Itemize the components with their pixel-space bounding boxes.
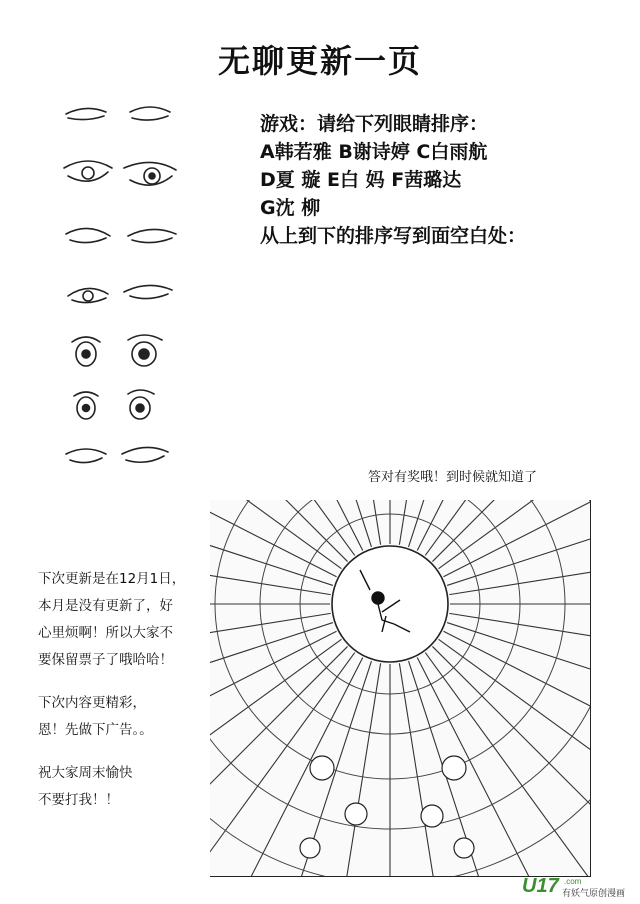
u17-logo [520,872,630,900]
game-line: 游戏：请给下列眼睛排序： [260,113,489,135]
eye-sketches [58,96,238,476]
eye-pair-7 [66,447,168,462]
note-line: 要保留票子了哦哈哈！ [38,652,173,668]
note-line: 不要打我！！ [38,792,119,808]
note-line: 本月是没有更新了，好 [38,598,173,614]
note-line: 心里烦啊！所以大家不 [38,625,173,641]
logo-tagline: 有妖气原创漫画 [562,889,626,899]
plaza-illustration [210,500,591,877]
note-line: 下次更新是在12月1日， [38,571,186,587]
update-notes [38,566,213,814]
eye-pair-5 [72,335,162,366]
eye-pair-2 [64,161,176,185]
prize-note: 答对有奖哦！到时候就知道了 [368,470,538,485]
game-line: 从上到下的排序写到面空白处： [260,225,527,247]
logo-text: U17 [522,875,559,897]
game-line: D夏 璇 E白 妈 F茜璐达 [260,169,462,191]
eye-pair-3 [66,228,176,242]
game-line: G沈 柳 [260,197,321,219]
eye-pair-1 [66,107,170,120]
logo-suffix: .com [564,877,582,886]
eye-pair-6 [74,390,154,419]
eye-game-text [260,110,620,250]
note-line: 恩！先做下广告。。 [38,722,153,738]
eye-pair-4 [68,285,172,302]
note-line: 下次内容更精彩， [38,695,146,711]
page-title: 无聊更新一页 [217,42,422,80]
game-line: A韩若雅 B谢诗婷 C白雨航 [260,141,488,163]
note-line: 祝大家周末愉快 [38,765,133,781]
